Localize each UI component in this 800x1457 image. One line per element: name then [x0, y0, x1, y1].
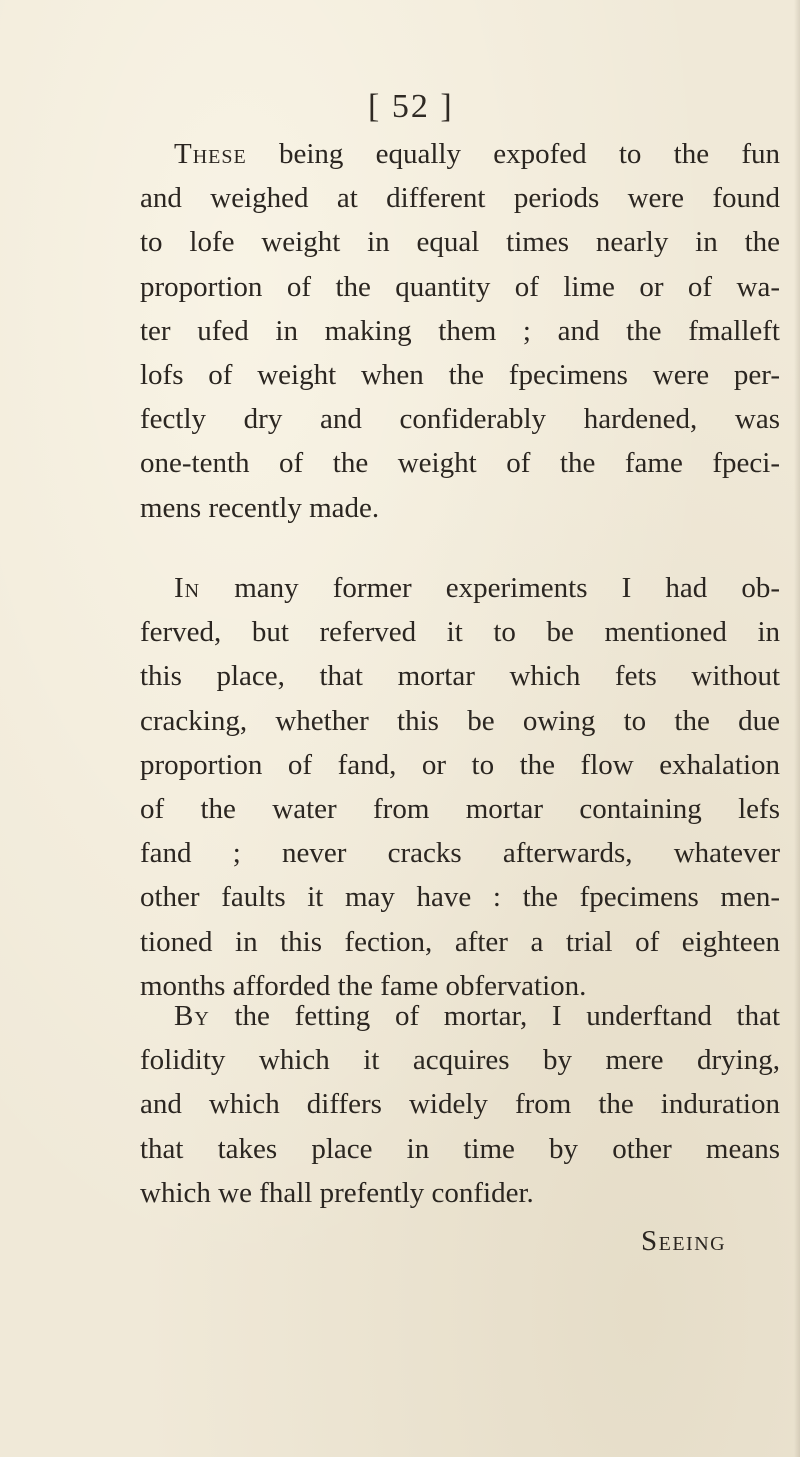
text-line: ter ufed in making them ; and the fmalleft — [140, 314, 780, 347]
text-line: to lofe weight in equal times nearly in the — [140, 226, 780, 259]
small-caps-word: In — [174, 572, 201, 604]
small-caps-word: These — [174, 138, 247, 170]
text-line: and weighed at different periods were found — [140, 182, 780, 215]
text-line: fectly dry and confiderably hardened, was — [140, 403, 780, 436]
page-edge-shadow — [794, 0, 800, 1457]
text-line: this place, that mortar which fets without — [140, 660, 780, 693]
text-line: By the fetting of mortar, I underftand that — [174, 1000, 780, 1032]
catchword: Seeing — [641, 1225, 727, 1257]
text-line: of the water from mortar containing lefs — [140, 792, 780, 825]
text-line: ferved, but referved it to be mentioned in — [140, 616, 780, 649]
text-line: These being equally expofed to the fun — [174, 138, 780, 170]
paragraph-2 — [140, 566, 780, 1008]
text-line: mens recently made. — [140, 491, 380, 524]
paragraph-1 — [140, 132, 780, 530]
text-line: In many former experiments I had ob- — [174, 572, 780, 604]
text-line: tioned in this fection, after a trial of eighteen — [140, 925, 780, 958]
text-line: lofs of weight when the fpecimens were per- — [140, 358, 780, 391]
page-number: [ 52 ] — [368, 88, 454, 125]
text-line: proportion of fand, or to the flow exhalation — [140, 748, 780, 781]
paragraph-3 — [140, 994, 780, 1215]
text-line: and which differs widely from the induration — [140, 1088, 780, 1121]
small-caps-word: By — [174, 1000, 210, 1032]
text-line: that takes place in time by other means — [140, 1132, 780, 1165]
text-line: one-tenth of the weight of the fame fpeci- — [140, 447, 780, 480]
text-line: months afforded the fame obfervation. — [140, 969, 587, 1002]
text-line: folidity which it acquires by mere drying, — [140, 1044, 780, 1077]
text-line: fand ; never cracks afterwards, whatever — [140, 837, 780, 870]
text-line: proportion of the quantity of lime or of wa- — [140, 270, 780, 303]
text-line: cracking, whether this be owing to the due — [140, 704, 780, 737]
text-line: which we fhall prefently confider. — [140, 1176, 534, 1209]
text-line: other faults it may have : the fpecimens men- — [140, 881, 780, 914]
